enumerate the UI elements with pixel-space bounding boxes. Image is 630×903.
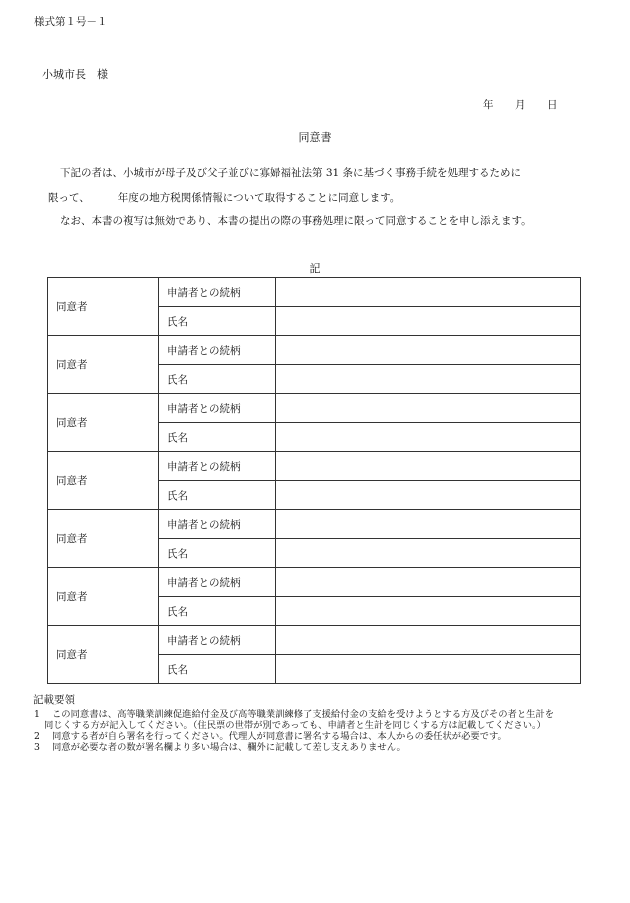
name-field[interactable] (276, 307, 581, 336)
name-field[interactable] (276, 481, 581, 510)
relation-field[interactable] (276, 394, 581, 423)
consenter-relation-row (48, 336, 581, 365)
consenter-label: 同意者 (48, 394, 159, 452)
name-label: 氏名 (159, 539, 276, 568)
name-label: 氏名 (159, 307, 276, 336)
ki-heading: 記 (309, 262, 321, 275)
date-year-label: 年 (483, 99, 494, 111)
consenter-relation-row (48, 626, 581, 655)
relation-label: 申請者との続柄 (159, 336, 276, 365)
relation-field[interactable] (276, 452, 581, 481)
body-line-1: 下記の者は、小城市が母子及び父子並びに寡婦福祉法第 31 条に基づく事務手続を処理するために (60, 167, 522, 179)
relation-label: 申請者との続柄 (159, 510, 276, 539)
consenter-label: 同意者 (48, 336, 159, 394)
addressee: 小城市長 様 (42, 68, 108, 81)
note-text: この同意書は、高等職業訓練促進給付金及び高等職業訓練修了支援給付金の支給を受けようとする方及びその者と生計を (52, 709, 555, 720)
relation-label: 申請者との続柄 (159, 452, 276, 481)
consent-signature-table (47, 277, 581, 684)
note-number: 1 (34, 709, 40, 720)
body-line-2 (48, 190, 400, 205)
relation-field[interactable] (276, 568, 581, 597)
name-field[interactable] (276, 423, 581, 452)
consenter-label: 同意者 (48, 626, 159, 684)
relation-field[interactable] (276, 336, 581, 365)
notes-title: 記載要領 (33, 694, 75, 706)
date-month-label: 月 (515, 99, 526, 111)
note-text: 同意する者が自ら署名を行ってください。代理人が同意書に署名する場合は、本人からの委任状が必要です。 (52, 731, 507, 742)
body-line-2-after: 年度の地方税関係情報について取得することに同意します。 (117, 192, 401, 204)
name-label: 氏名 (159, 655, 276, 684)
name-field[interactable] (276, 365, 581, 394)
note-item-3 (34, 742, 406, 753)
consenter-relation-row (48, 394, 581, 423)
relation-label: 申請者との続柄 (159, 568, 276, 597)
name-label: 氏名 (159, 423, 276, 452)
note-item-2 (34, 731, 507, 742)
form-number: 様式第１号－１ (34, 16, 108, 28)
name-field[interactable] (276, 655, 581, 684)
consenter-relation-row (48, 452, 581, 481)
name-field[interactable] (276, 597, 581, 626)
note-item-1-continuation: 同じくする方が記入してください。（住民票の世帯が別であっても、申請者と生計を同じくする方は記載してください。） (44, 720, 546, 731)
body-line-2-before: 限って、 (48, 192, 90, 204)
relation-field[interactable] (276, 626, 581, 655)
date-day-label: 日 (547, 99, 558, 111)
consenter-label: 同意者 (48, 452, 159, 510)
consenter-label: 同意者 (48, 278, 159, 336)
relation-label: 申請者との続柄 (159, 626, 276, 655)
consenter-relation-row (48, 278, 581, 307)
relation-label: 申請者との続柄 (159, 278, 276, 307)
name-label: 氏名 (159, 365, 276, 394)
name-label: 氏名 (159, 597, 276, 626)
relation-label: 申請者との続柄 (159, 394, 276, 423)
relation-field[interactable] (276, 278, 581, 307)
consenter-label: 同意者 (48, 510, 159, 568)
note-number: 2 (34, 731, 40, 742)
note-number: 3 (34, 742, 40, 753)
document-title: 同意書 (298, 131, 332, 144)
body-line-3: なお、本書の複写は無効であり、本書の提出の際の事務処理に限って同意することを申し添えます。 (60, 215, 532, 227)
consenter-relation-row (48, 568, 581, 597)
name-label: 氏名 (159, 481, 276, 510)
consenter-label: 同意者 (48, 568, 159, 626)
relation-field[interactable] (276, 510, 581, 539)
note-text: 同意が必要な者の数が署名欄より多い場合は、欄外に記載して差し支えありません。 (52, 742, 406, 753)
name-field[interactable] (276, 539, 581, 568)
consenter-relation-row (48, 510, 581, 539)
note-item-1 (34, 709, 554, 720)
